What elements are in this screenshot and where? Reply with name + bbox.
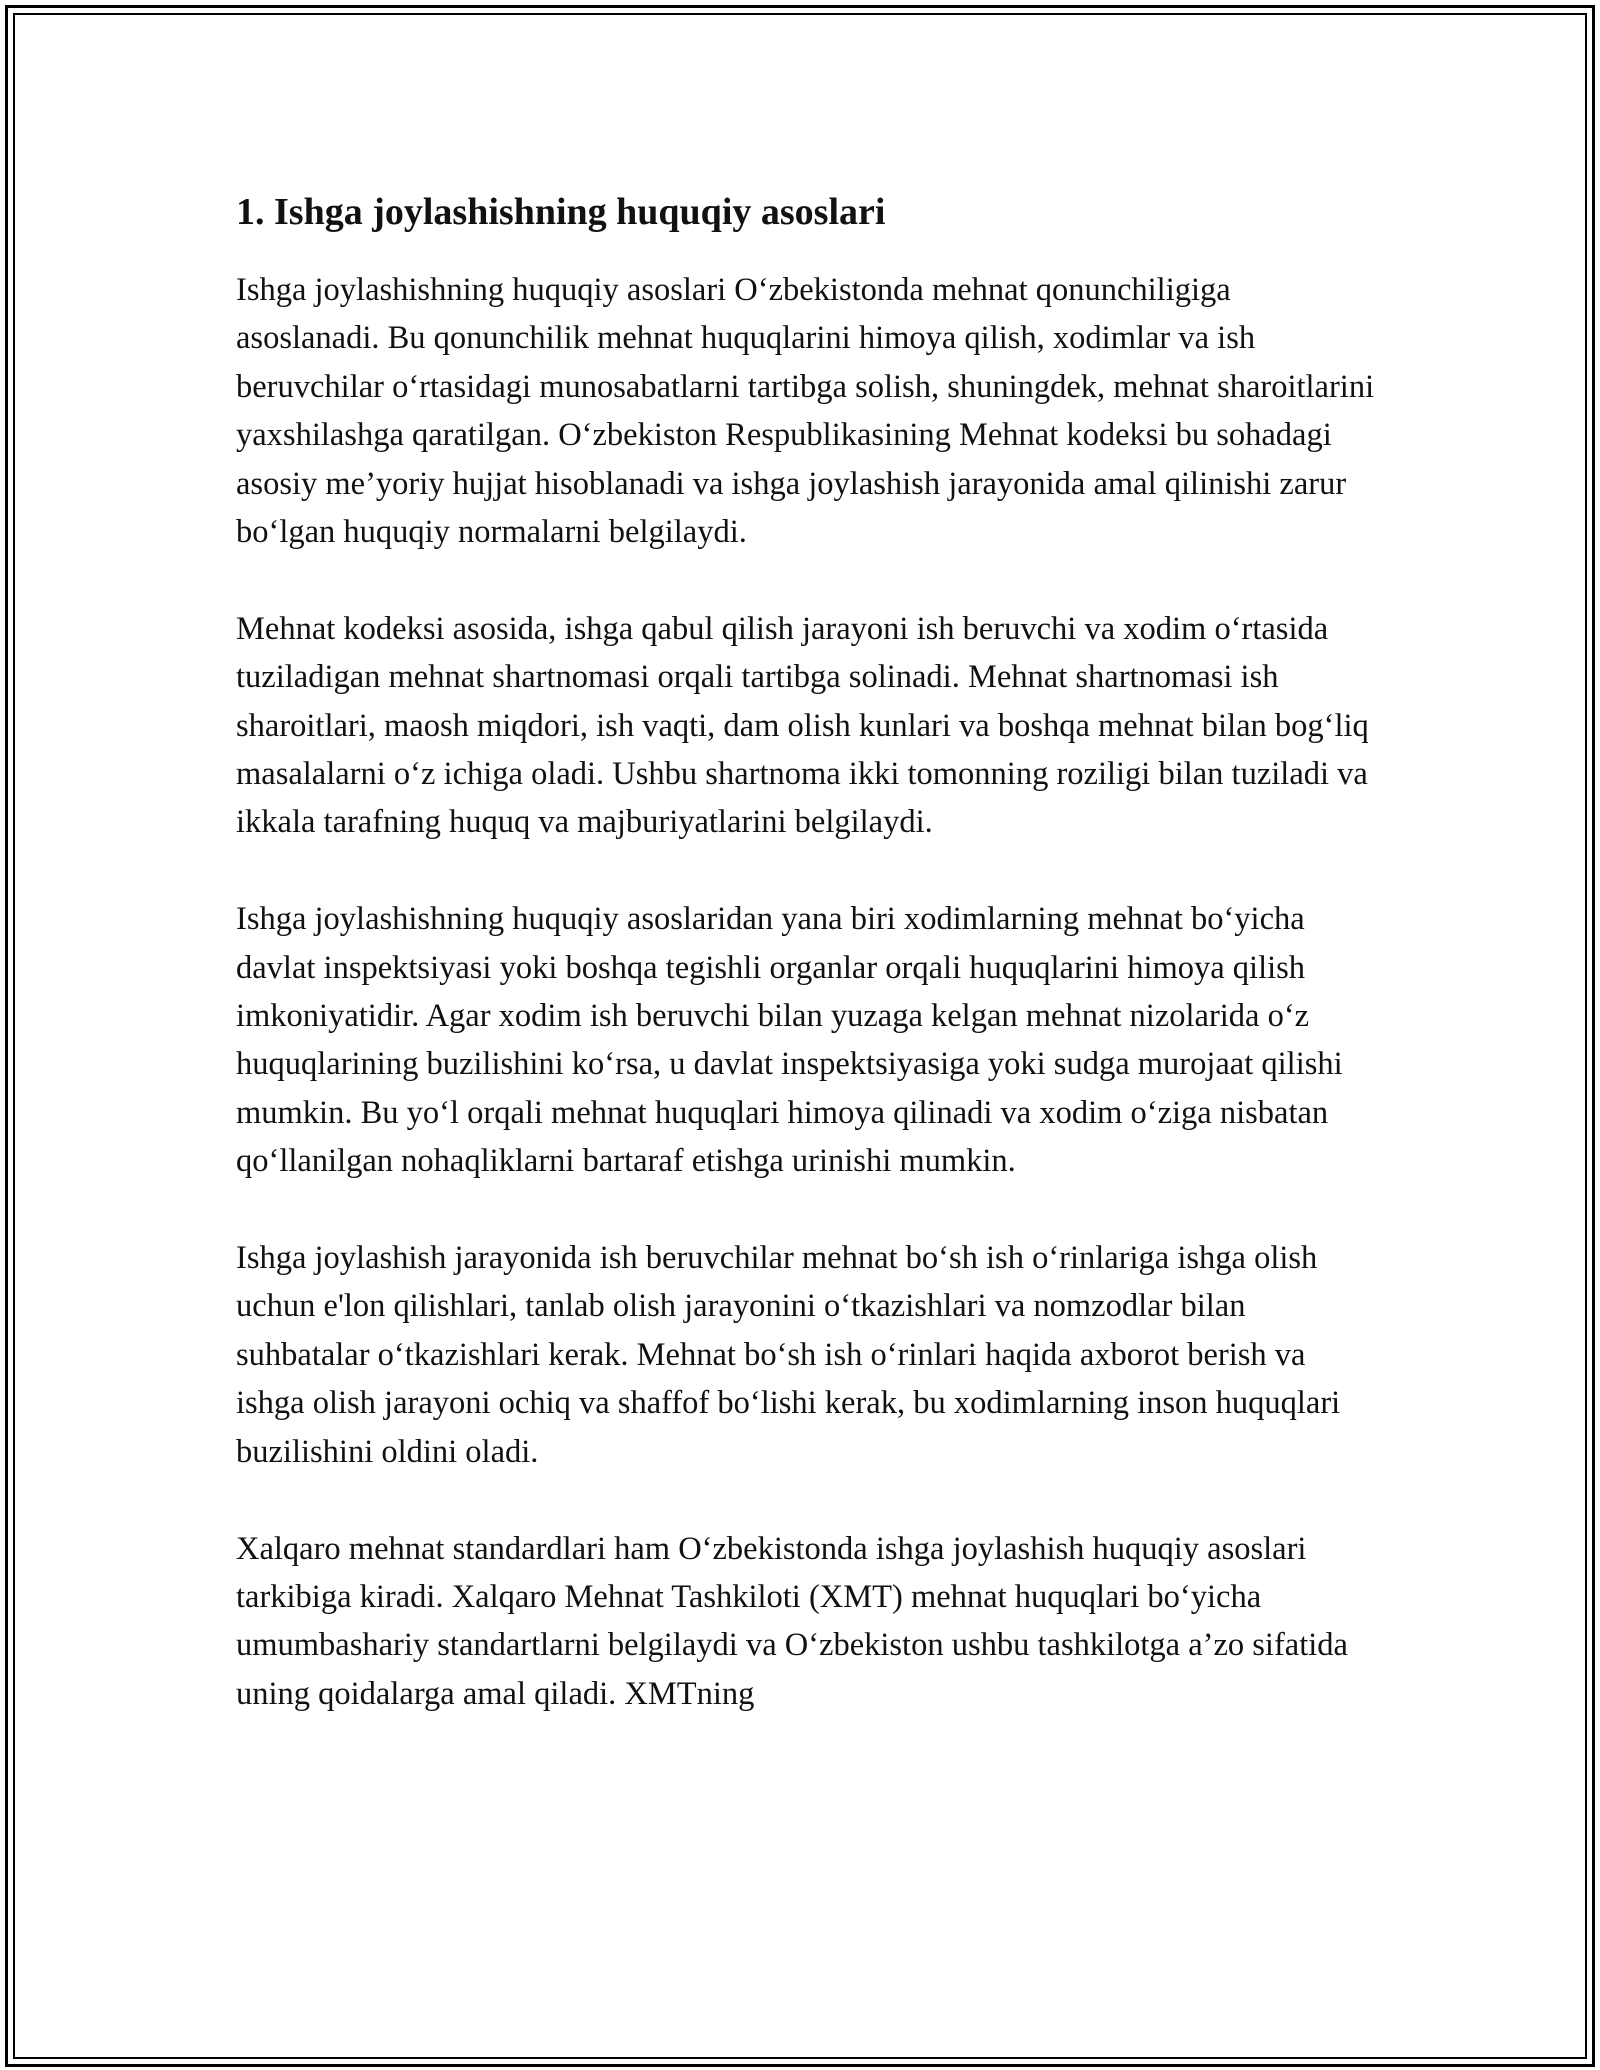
paragraph-4: Ishga joylashish jarayonida ish beruvchilar mehnat bo‘sh ish o‘rinlariga ishga olish uchun e'lon qilishlari, tanlab olish jarayonini o‘tkazishlari va nomzodlar bilan suhbatalar o‘tkazishlari kerak. Mehnat bo‘sh ish o‘rinlari haqida axborot berish va ishga olish jarayoni ochiq va shaffof bo‘lishi kerak, bu xodimlarning inson huquqlari buzilishini oldini oladi. [236,1240,1341,1470]
section-heading: 1. Ishga joylashishning huquqiy asoslari [236,191,886,233]
paragraph-3: Ishga joylashishning huquqiy asoslaridan yana biri xodimlarning mehnat bo‘yicha davlat inspektsiyasi yoki boshqa tegishli organlar orqali huquqlarini himoya qilish imkoniyatidir. Agar xodim ish beruvchi bilan yuzaga kelgan mehnat nizolarida o‘z huquqlarining buzilishini ko‘rsa, u davlat inspektsiyasiga yoki sudga murojaat qilishi mumkin. Bu yo‘l orqali mehnat huquqlari himoya qilinadi va xodim o‘ziga nisbatan qo‘llanilgan nohaqliklarni bartaraf etishga urinishi mumkin. [236,901,1343,1180]
document-body [236,186,1376,1767]
paragraph-2: Mehnat kodeksi asosida, ishga qabul qilish jarayoni ish beruvchi va xodim o‘rtasida tuziladigan mehnat shartnomasi orqali tartibga solinadi. Mehnat shartnomasi ish sharoitlari, maosh miqdori, ish vaqti, dam olish kunlari va boshqa mehnat bilan bog‘liq masalalarni o‘z ichiga oladi. Ushbu shartnoma ikki tomonning roziligi bilan tuziladi va ikkala tarafning huquq va majburiyatlarini belgilaydi. [236,610,1369,841]
paragraph-1: Ishga joylashishning huquqiy asoslari O‘zbekistonda mehnat qonunchiligiga asoslanadi. Bu qonunchilik mehnat huquqlarini himoya qilish, xodimlar va ish beruvchilar o‘rtasidagi munosabatlarni tartibga solish, shuningdek, mehnat sharoitlarini yaxshilashga qaratilgan. O‘zbekiston Respublikasining Mehnat kodeksi bu sohadagi asosiy me’yoriy hujjat hisoblanadi va ishga joylashish jarayonida amal qilinishi zarur bo‘lgan huquqiy normalarni belgilaydi. [236,272,1375,551]
paragraph-5: Xalqaro mehnat standardlari ham O‘zbekistonda ishga joylashish huquqiy asoslari tarkibiga kiradi. Xalqaro Mehnat Tashkiloti (XMT) mehnat huquqlari bo‘yicha umumbashariy standartlarni belgilaydi va O‘zbekiston ushbu tashkilotga a’zo sifatida uning qoidalarga amal qiladi. XMTning [236,1530,1348,1712]
